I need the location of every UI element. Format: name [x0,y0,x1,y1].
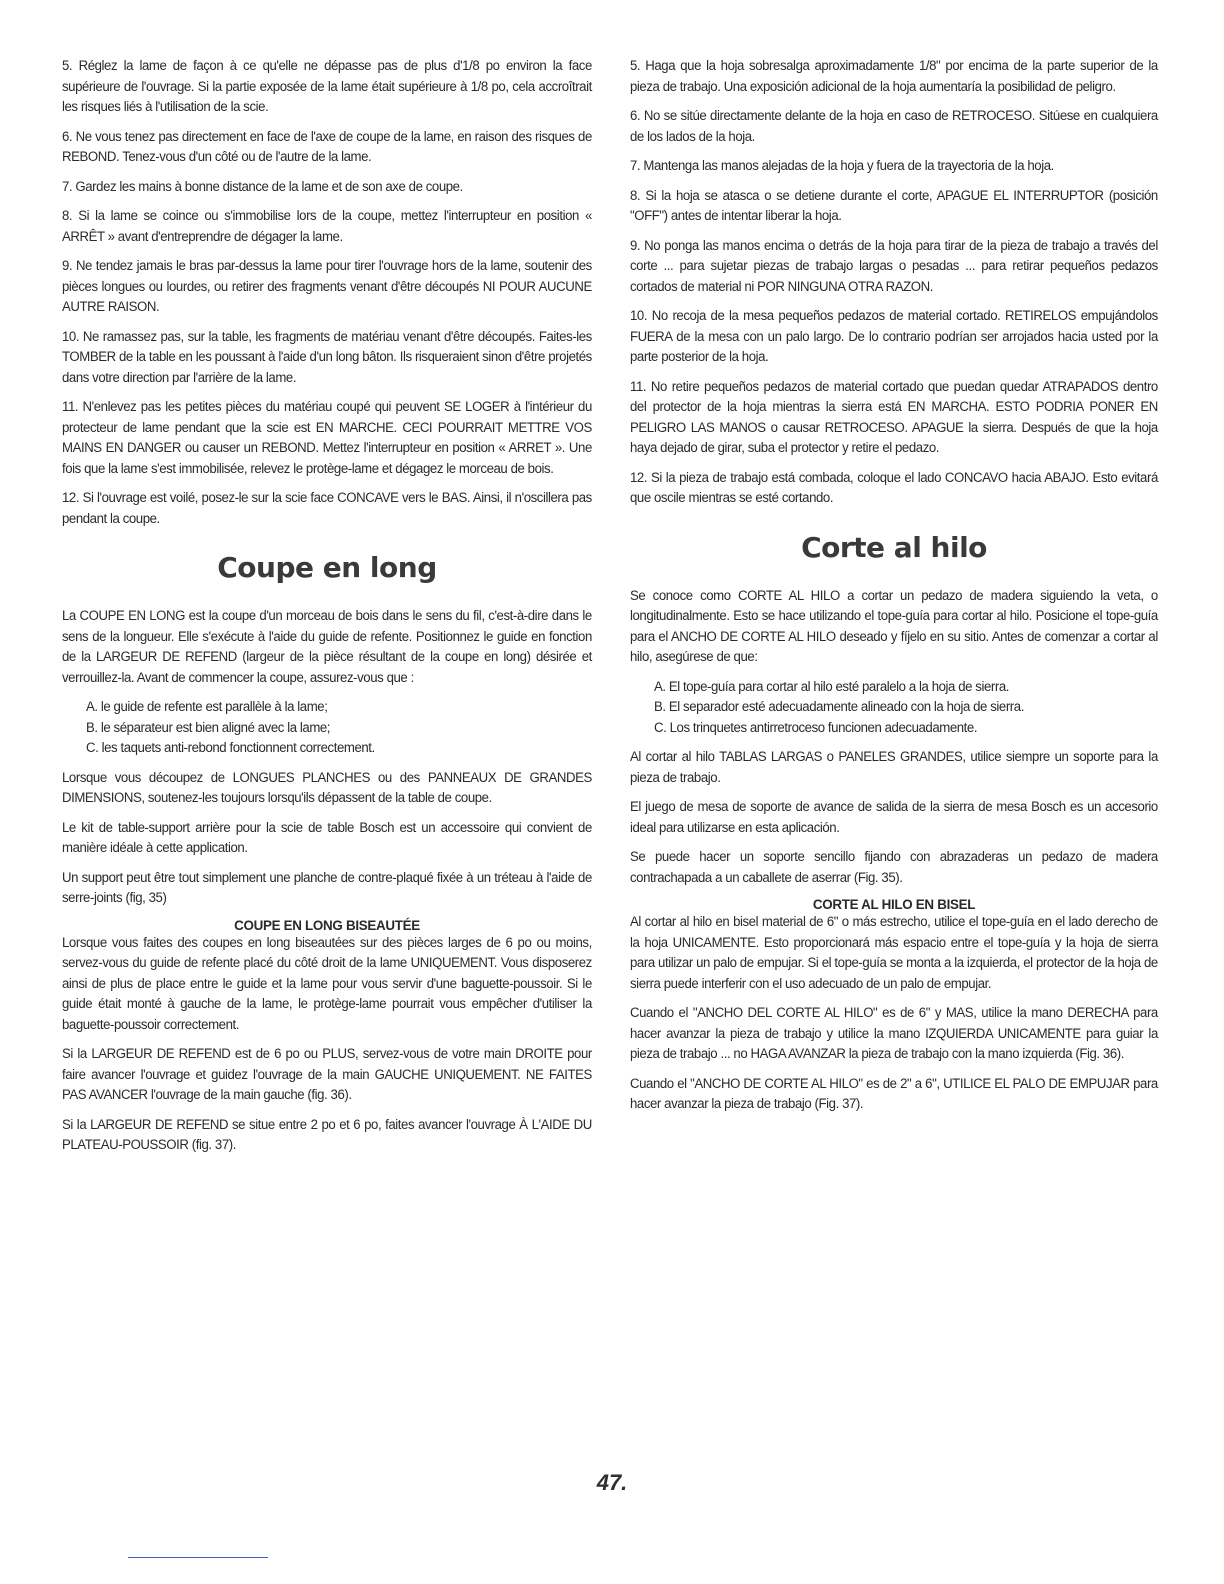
section-heading: Corte al hilo [801,530,987,564]
safety-rule-6: 6. No se sitúe directamente delante de la hoja en caso de RETROCESO. Sitúese en cualquiera de los lados de la hoja. [630,108,1158,145]
checklist-item-b: B. le séparateur est bien aligné avec la lame; [86,719,331,736]
footer-rule [128,1557,268,1558]
support-paragraph-3: Un support peut être tout simplement une planche de contre-plaqué fixée à un tréteau à l'aide de serre-joints (fig, 35) [62,869,592,906]
section-heading: Coupe en long [217,551,437,584]
safety-rule-10: 10. Ne ramassez pas, sur la table, les fragments de matériau venant d'être découpés. Faites-les TOMBER de la table en les poussant à l'aide d'un long bâton. Ils risqueraient sinon d'être projetés dans votre direction par l'arrière de la lame. [62,328,592,386]
support-paragraph-1: Lorsque vous découpez de LONGUES PLANCHES ou des PANNEAUX DE GRANDES DIMENSIONS, soutenez-les toujours lorsqu'ils dépassent de la table de coupe. [62,769,592,806]
french-column [62,56,592,1165]
support-paragraph-2: El juego de mesa de soporte de avance de salida de la sierra de mesa Bosch es un accesorio ideal para utilizarse en esta aplicación. [630,799,1158,836]
bevel-paragraph-2: Si la LARGEUR DE REFEND est de 6 po ou PLUS, servez-vous de votre main DROITE pour faire avancer l'ouvrage et guidez l'ouvrage de la main GAUCHE UNIQUEMENT. NE FAITES PAS AVANCER l'ouvrage de la main gauche (fig. 36). [62,1046,592,1103]
safety-rule-9: 9. Ne tendez jamais le bras par-dessus la lame pour tirer l'ouvrage hors de la lame, soutenir des pièces longues ou lourdes, ou retirer des fragments venant d'être découpés NI POUR AUCUNE AUTRE RAISON. [62,258,592,315]
safety-rule-7: 7. Mantenga las manos alejadas de la hoja y fuera de la trayectoria de la hoja. [630,158,1054,174]
safety-rule-11: 11. No retire pequeños pedazos de material cortado que puedan quedar ATRAPADOS dentro del protector de la hoja mientras la sierra está EN MARCHA. ESTO PODRIA PONER EN PELIGRO LAS MANOS o causar RETROCESO. APAGUE la sierra. Después de que la hoja haya dejado de girar, suba el protector y retire el pedazo. [630,378,1158,456]
safety-rule-5: 5. Réglez la lame de façon à ce qu'elle ne dépasse pas de plus d'1/8 po environ la face supérieure de l'ouvrage. Si la partie exposée de la lame était supérieure à 1/8 po, cela accroîtrait les risques liés à l'utilisation de la scie. [62,58,592,115]
bevel-paragraph-2: Cuando el "ANCHO DEL CORTE AL HILO" es de 6" y MAS, utilice la mano DERECHA para hacer avanzar la pieza de trabajo y utilice la mano IZQUIERDA UNICAMENTE para guiar la pieza de trabajo ... no HAGA AVANZAR la pieza de trabajo con la mano izquierda (Fig. 36). [630,1005,1158,1062]
section-intro: Se conoce como CORTE AL HILO a cortar un pedazo de madera siguiendo la veta, o longitudinalmente. Esto se hace utilizando el tope-guía para cortar al hilo. Posicione el tope-guía para el ANCHO DE CORTE AL HILO deseado y fíjelo en su sitio. Antes de comenzar a cortar al hilo, asegúrese de que: [630,587,1158,665]
safety-rule-12: 12. Si l'ouvrage est voilé, posez-le sur la scie face CONCAVE vers le BAS. Ainsi, il n'oscillera pas pendant la coupe. [62,490,592,527]
bevel-paragraph-1: Lorsque vous faites des coupes en long biseautées sur des pièces larges de 6 po ou moins, servez-vous du guide de refente placé du côté droit de la lame UNIQUEMENT. Vous disposerez ainsi de plus de place entre le guide et la lame pour vous servir d'une baguette-poussoir. Si le guide était monté à gauche de la lame, le protège-lame pourrait vous empêcher d'utiliser la baguette-poussoir correctement. [62,934,592,1033]
safety-rule-7: 7. Gardez les mains à bonne distance de la lame et de son axe de coupe. [62,178,463,195]
checklist-item-a: A. le guide de refente est parallèle à la lame; [86,699,328,715]
safety-rule-9: 9. No ponga las manos encima o detrás de la hoja para tirar de la pieza de trabajo a través del corte ... para sujetar piezas de trabajo largas o pesadas ... para retirar pequeños pedazos cortados de material ni POR NINGUNA OTRA RAZON. [630,237,1158,295]
subsection-heading: CORTE AL HILO EN BISEL [812,897,976,912]
safety-rule-8: 8. Si la hoja se atasca o se detiene durante el corte, APAGUE EL INTERRUPTOR (posición "OFF") antes de intentar liberar la hoja. [630,187,1158,224]
safety-rule-5: 5. Haga que la hoja sobresalga aproximadamente 1/8" por encima de la parte superior de la pieza de trabajo. Una exposición adicional de la hoja aumentaría la posibilidad de peligro. [630,58,1158,95]
safety-rule-8: 8. Si la lame se coince ou s'immobilise lors de la coupe, mettez l'interrupteur en position « ARRÊT » avant d'entreprendre de dégager la lame. [62,208,592,245]
bevel-paragraph-1: Al cortar al hilo en bisel material de 6" o más estrecho, utilice el tope-guía en el lado derecho de la hoja UNICAMENTE. Esto proporcionará más espacio entre el tope-guía y la hoja de sierra para utilizar un palo de empujar. Si el tope-guía se monta a la izquierda, el protector de la hoja de sierra puede interferir con el uso adecuado de un palo de empujar. [630,914,1158,992]
spanish-column [630,56,1158,1124]
page-number: 47. [596,1470,628,1495]
support-paragraph-1: Al cortar al hilo TABLAS LARGAS o PANELES GRANDES, utilice siempre un soporte para la pieza de trabajo. [630,749,1158,786]
bevel-paragraph-3: Si la LARGEUR DE REFEND se situe entre 2 po et 6 po, faites avancer l'ouvrage À L'AIDE DU PLATEAU-POUSSOIR (fig. 37). [62,1116,592,1153]
support-paragraph-2: Le kit de table-support arrière pour la scie de table Bosch est un accessoire qui convient de manière idéale à cette application. [62,819,592,856]
section-intro: La COUPE EN LONG est la coupe d'un morceau de bois dans le sens du fil, c'est-à-dire dans le sens de la longueur. Elle s'exécute à l'aide du guide de refente. Positionnez le guide en fonction de la LARGEUR DE REFEND (largeur de la pièce résultant de la coupe en long) désirée et verrouillez-la. Avant de commencer la coupe, assurez-vous que : [62,608,592,686]
checklist-item-c: C. les taquets anti-rebond fonctionnent correctement. [86,740,375,756]
safety-rule-10: 10. No recoja de la mesa pequeños pedazos de material cortado. RETIRELOS empujándolos FUERA de la mesa con un palo largo. De lo contrario podrían ser arrojados hacia usted por la parte posterior de la hoja. [630,308,1158,365]
bevel-paragraph-3: Cuando el "ANCHO DE CORTE AL HILO" es de 2" a 6", UTILICE EL PALO DE EMPUJAR para hacer avanzar la pieza de trabajo (Fig. 37). [630,1075,1158,1112]
checklist-item-a: A. El tope-guía para cortar al hilo esté paralelo a la hoja de sierra. [654,678,1010,695]
safety-rule-11: 11. N'enlevez pas les petites pièces du matériau coupé qui peuvent SE LOGER à l'intérieur du protecteur de lame pendant que la scie est EN MARCHE. CECI POURRAIT METTRE VOS MAINS EN DANGER ou causer un REBOND. Mettez l'interrupteur en position « ARRET ». Une fois que la lame s'est immobilisée, relevez le protège-lame et dégagez le morceau de bois. [62,399,592,477]
safety-rule-6: 6. Ne vous tenez pas directement en face de l'axe de coupe de la lame, en raison des risques de REBOND. Tenez-vous d'un côté ou de l'autre de la lame. [62,128,592,165]
checklist-item-c: C. Los trinquetes antirretroceso funcionen adecuadamente. [654,719,978,736]
safety-rule-12: 12. Si la pieza de trabajo está combada, coloque el lado CONCAVO hacia ABAJO. Esto evitará que oscile mientras se esté cortando. [630,469,1158,506]
support-paragraph-3: Se puede hacer un soporte sencillo fijando con abrazaderas un pedazo de madera contrachapada a un caballete de aserrar (Fig. 35). [630,849,1158,886]
subsection-heading: COUPE EN LONG BISEAUTÉE [234,917,420,933]
checklist-item-b: B. El separador esté adecuadamente alineado con la hoja de sierra. [654,699,1024,715]
